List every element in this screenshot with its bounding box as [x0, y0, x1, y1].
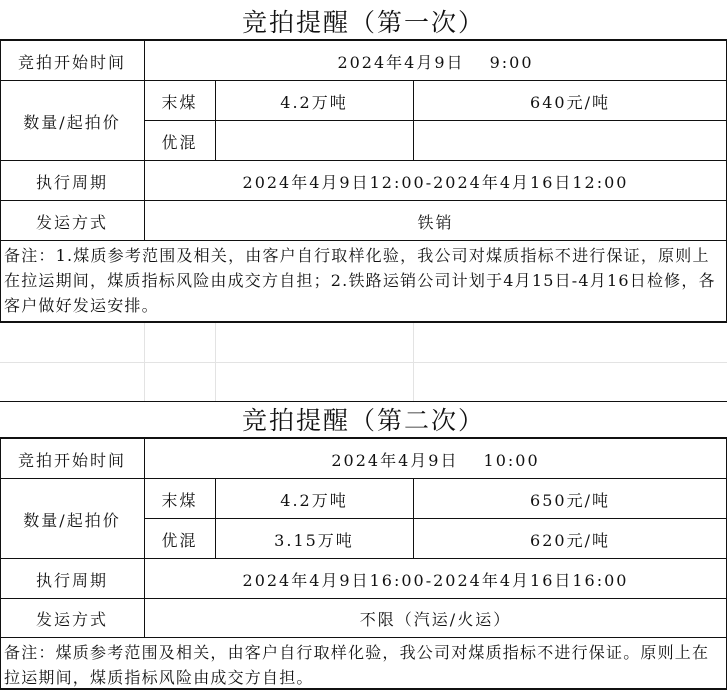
notice1-mixed-name: 优混 — [161, 132, 198, 152]
grid-line — [0, 200, 727, 201]
notice1-title: 竞拍提醒（第一次） — [241, 8, 485, 37]
notice2-mixed-qty: 3.15万吨 — [274, 530, 354, 550]
notice2-ship-label: 发运方式 — [35, 609, 108, 629]
grid-line — [0, 558, 727, 559]
grid-line — [0, 478, 727, 479]
grid-line — [144, 39, 145, 241]
notice2-ship-value: 不限（汽运/火运） — [359, 609, 512, 629]
notice1-ship-value: 铁销 — [417, 212, 454, 232]
notice1-note: 备注：1.煤质参考范围及相关，由客户自行取样化验，我公司对煤质指标不进行保证，原则上在拉运期间，煤质指标风险由成交方自担；2.铁路运销公司计划于4月15日-4月16日检修，各客户做好发运安排。 — [4, 246, 716, 315]
grid-line — [413, 80, 414, 161]
sheet-gridline — [0, 362, 727, 363]
grid-line — [0, 598, 727, 599]
notice2-note: 备注：煤质参考范围及相关，由客户自行取样化验，我公司对煤质指标不进行保证。原则上在拉运期间，煤质指标风险由成交方自担。 — [4, 643, 710, 687]
grid-line — [144, 518, 727, 519]
grid-line — [0, 437, 1, 690]
grid-line — [0, 240, 727, 241]
grid-line — [215, 478, 216, 559]
notice1-ship-label: 发运方式 — [35, 212, 108, 232]
grid-line — [0, 160, 727, 161]
sheet-gridline — [215, 323, 216, 401]
notice1-start-label: 竞拍开始时间 — [17, 52, 126, 72]
notice1-period-value: 2024年4月9日12:00-2024年4月16日12:00 — [242, 172, 629, 192]
notice2-mixed-price: 620元/吨 — [530, 530, 610, 550]
grid-line — [0, 39, 727, 41]
notice2-title: 竞拍提醒（第二次） — [241, 406, 485, 435]
notice2-mixed-name: 优混 — [161, 530, 198, 550]
grid-line — [413, 478, 414, 559]
notice2-start-value: 2024年4月9日 10:00 — [331, 450, 540, 470]
notice2-start-label: 竞拍开始时间 — [17, 450, 126, 470]
notice2-coal-qty: 4.2万吨 — [280, 490, 348, 510]
grid-line — [144, 437, 145, 638]
sheet-gridline — [144, 323, 145, 401]
notice1-coal-qty: 4.2万吨 — [280, 92, 348, 112]
grid-line — [0, 437, 727, 439]
grid-line — [0, 637, 727, 638]
notice1-mixed-qty — [215, 121, 413, 161]
grid-line — [0, 401, 727, 402]
grid-line — [0, 39, 1, 323]
notice1-period-label: 执行周期 — [35, 172, 108, 192]
notice1-start-value: 2024年4月9日 9:00 — [337, 52, 534, 72]
notice2-period-value: 2024年4月9日16:00-2024年4月16日16:00 — [242, 570, 629, 590]
grid-line — [0, 321, 727, 323]
notice1-coal-name: 末煤 — [161, 92, 198, 112]
notice1-mixed-price — [413, 121, 727, 161]
notice2-coal-price: 650元/吨 — [530, 490, 610, 510]
notice1-qty-label: 数量/起拍价 — [23, 112, 121, 132]
grid-line — [144, 120, 727, 121]
grid-line — [215, 80, 216, 161]
notice1-coal-price: 640元/吨 — [530, 92, 610, 112]
notice2-coal-name: 末煤 — [161, 490, 198, 510]
notice2-qty-label: 数量/起拍价 — [23, 510, 121, 530]
sheet-gridline — [413, 323, 414, 401]
grid-line — [0, 80, 727, 81]
notice2-period-label: 执行周期 — [35, 570, 108, 590]
